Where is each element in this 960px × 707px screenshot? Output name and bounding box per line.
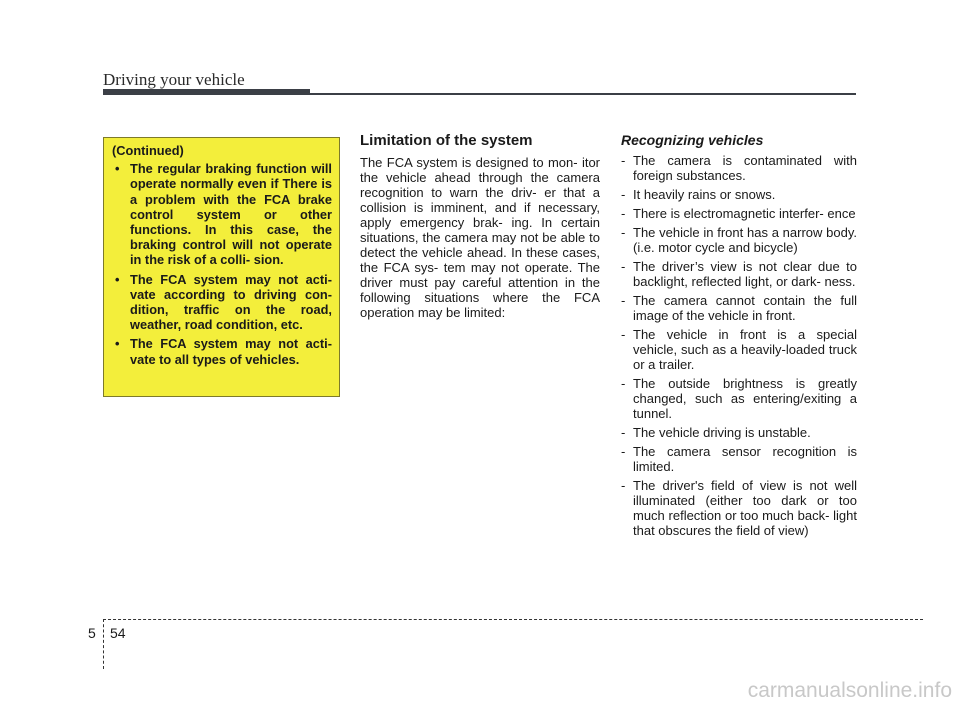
dash-icon: - bbox=[621, 444, 626, 459]
limitation-body: The FCA system is designed to mon- itor the vehicle ahead through the camera recognition to warn the driv- er that a collision is imminent, and if necessary, apply emergency brak- ing. In certain situations, the camera may not be able to detect the vehicle ahead. In these cases, the FCA sys- tem may not operate. The driver must pay careful attention in the following situations where the FCA operation may be limited: bbox=[360, 155, 600, 320]
condition-list bbox=[621, 153, 857, 542]
condition-item bbox=[621, 478, 857, 538]
dash-icon: - bbox=[621, 293, 626, 308]
bullet-icon: • bbox=[115, 161, 120, 177]
condition-item bbox=[621, 293, 857, 323]
condition-text: The vehicle in front has a narrow body. (i.e. motor cycle and bicycle) bbox=[633, 225, 857, 255]
dash-icon: - bbox=[621, 153, 626, 168]
dash-icon: - bbox=[621, 327, 626, 342]
condition-item bbox=[621, 225, 857, 255]
footer-divider bbox=[103, 619, 104, 669]
header-rule-thick bbox=[103, 89, 310, 95]
warning-item bbox=[112, 161, 332, 267]
warning-item-text: The FCA system may not acti- vate according to driving con- dition, traffic on the road, weather, road condition, etc. bbox=[130, 271, 332, 333]
dash-icon: - bbox=[621, 376, 626, 391]
condition-text: The camera is contaminated with foreign substances. bbox=[633, 153, 857, 183]
bullet-icon: • bbox=[115, 336, 120, 352]
condition-text: The driver’s view is not clear due to backlight, reflected light, or dark- ness. bbox=[633, 259, 857, 289]
watermark: carmanualsonline.info bbox=[747, 679, 952, 702]
dash-icon: - bbox=[621, 425, 626, 440]
condition-text: The camera sensor recognition is limited. bbox=[633, 444, 857, 474]
chapter-number: 5 bbox=[88, 625, 96, 641]
header-rule-thin bbox=[310, 93, 856, 95]
warning-item bbox=[112, 272, 332, 333]
warning-box bbox=[103, 137, 340, 397]
dash-icon: - bbox=[621, 478, 626, 493]
bullet-icon: • bbox=[115, 271, 120, 287]
dash-icon: - bbox=[621, 225, 626, 240]
page-number: 54 bbox=[110, 625, 126, 641]
page-header-title: Driving your vehicle bbox=[103, 70, 245, 89]
footer-rule bbox=[103, 619, 923, 620]
condition-item bbox=[621, 206, 857, 221]
condition-text: The vehicle driving is unstable. bbox=[633, 425, 811, 440]
condition-text: The camera cannot contain the full image of the vehicle in front. bbox=[633, 293, 857, 323]
condition-item bbox=[621, 153, 857, 183]
condition-text: The outside brightness is greatly changed, such as entering/exiting a tunnel. bbox=[633, 376, 857, 421]
warning-item-text: The FCA system may not acti- vate to all types of vehicles. bbox=[130, 336, 332, 367]
condition-item bbox=[621, 425, 857, 440]
condition-item bbox=[621, 444, 857, 474]
condition-item bbox=[621, 327, 857, 372]
condition-text: There is electromagnetic interfer- ence bbox=[633, 206, 856, 221]
condition-text: It heavily rains or snows. bbox=[633, 187, 776, 202]
warning-list bbox=[112, 161, 332, 367]
condition-text: The driver's field of view is not well illuminated (either too dark or too much reflection or too much back- light that obscures the field of view) bbox=[633, 478, 857, 538]
condition-item bbox=[621, 187, 857, 202]
limitation-heading: Limitation of the system bbox=[360, 132, 533, 149]
continued-label: (Continued) bbox=[112, 143, 184, 158]
condition-text: The vehicle in front is a special vehicle, such as a heavily-loaded truck or a trailer. bbox=[633, 327, 857, 372]
condition-item bbox=[621, 259, 857, 289]
recognizing-heading: Recognizing vehicles bbox=[621, 132, 764, 148]
dash-icon: - bbox=[621, 187, 626, 202]
warning-item bbox=[112, 336, 332, 366]
condition-item bbox=[621, 376, 857, 421]
dash-icon: - bbox=[621, 259, 626, 274]
warning-item-text: The regular braking function will operate normally even if There is a problem with the FCA brake control system or other functions. In this case, the braking control will not operate in the risk of a colli- sion. bbox=[130, 161, 332, 268]
dash-icon: - bbox=[621, 206, 626, 221]
